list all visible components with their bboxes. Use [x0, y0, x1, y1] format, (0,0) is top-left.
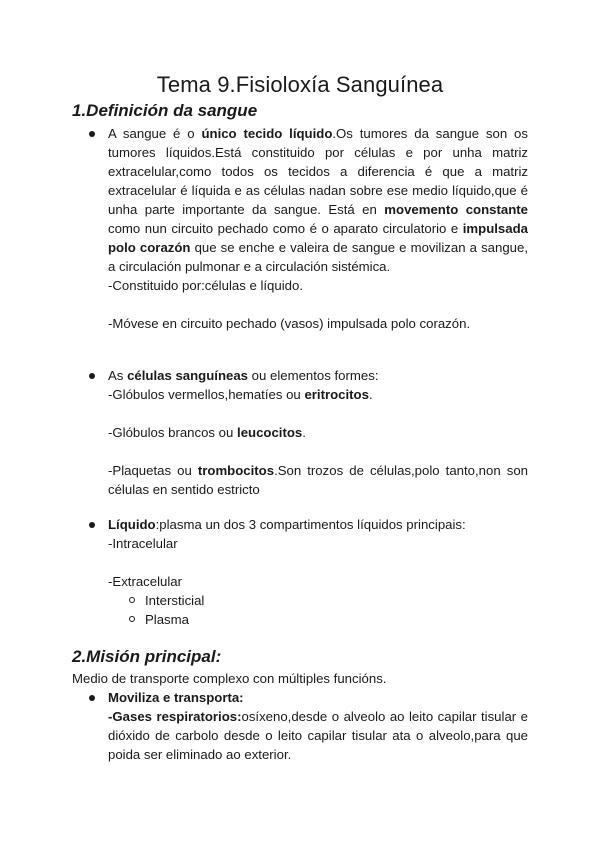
line-intracelular: -Intracelular	[108, 536, 178, 551]
line-movese: -Móvese en circuito pechado (vasos) impulsada polo corazón.	[108, 316, 471, 331]
line-celulas: As células sanguíneas ou elementos formes:	[108, 368, 379, 383]
line-moviliza: Moviliza e transporta:	[108, 690, 244, 705]
page-title: Tema 9.Fisioloxía Sanguínea	[156, 72, 444, 97]
paragraph-definicion: A sangue é o único tecido líquido.Os tumores da sangue son os tumores líquidos.Está constituido por células e por unha matriz extracelular,como todos os tecidos a diferencia é que a matriz extracelular é líquida e as células nadan sobre ese medio líquido,que é unha parte importante da sangue. Está en movemento constante como nun circuito pechado como é o aparato circulatorio e impulsada polo corazón que se enche e valeira de sangue e movilizan a sangue, a circulación pulmonar e a circulación sistémica.	[108, 126, 528, 274]
bullet-icon	[89, 131, 95, 137]
line-plaquetas: -Plaquetas ou trombocitos.Son trozos de células,polo tanto,non son células en sentido estricto	[108, 463, 529, 497]
line-globulos-vermellos: -Glóbulos vermellos,hematíes ou eritrocitos.	[108, 387, 373, 402]
paragraph-mision-intro: Medio de transporte complexo con múltiples funcións.	[72, 671, 387, 686]
bullet-icon	[89, 695, 95, 701]
section-heading-definicion: 1.Definición da sangue	[72, 101, 258, 120]
sub-item-plasma: Plasma	[145, 610, 189, 629]
list-item-sangue	[108, 124, 528, 333]
line-globulos-brancos: -Glóbulos brancos ou leucocitos.	[108, 425, 306, 440]
line-constituido: -Constituido por:células e líquido.	[108, 278, 303, 293]
line-extracelular: -Extracelular	[108, 574, 183, 589]
paragraph-gases: -Gases respiratorios:osíxeno,desde o alveolo ao leito capilar tisular e dióxido de carbolo desde o leito capilar tisular ata o alveolo,para que poida ser eliminado ao exterior.	[108, 709, 528, 762]
list-item-moviliza	[108, 688, 528, 764]
bullet-icon	[89, 522, 95, 528]
line-liquido: Líquido:plasma un dos 3 compartimentos líquidos principais:	[108, 517, 466, 532]
circle-bullet-icon	[129, 616, 135, 622]
sub-item-intersticial: Intersticial	[145, 591, 204, 610]
circle-bullet-icon	[129, 597, 135, 603]
section-heading-mision: 2.Misión principal:	[72, 647, 222, 666]
bullet-icon	[89, 373, 95, 379]
list-item-liquido	[108, 515, 528, 591]
list-item-celulas	[108, 366, 528, 499]
